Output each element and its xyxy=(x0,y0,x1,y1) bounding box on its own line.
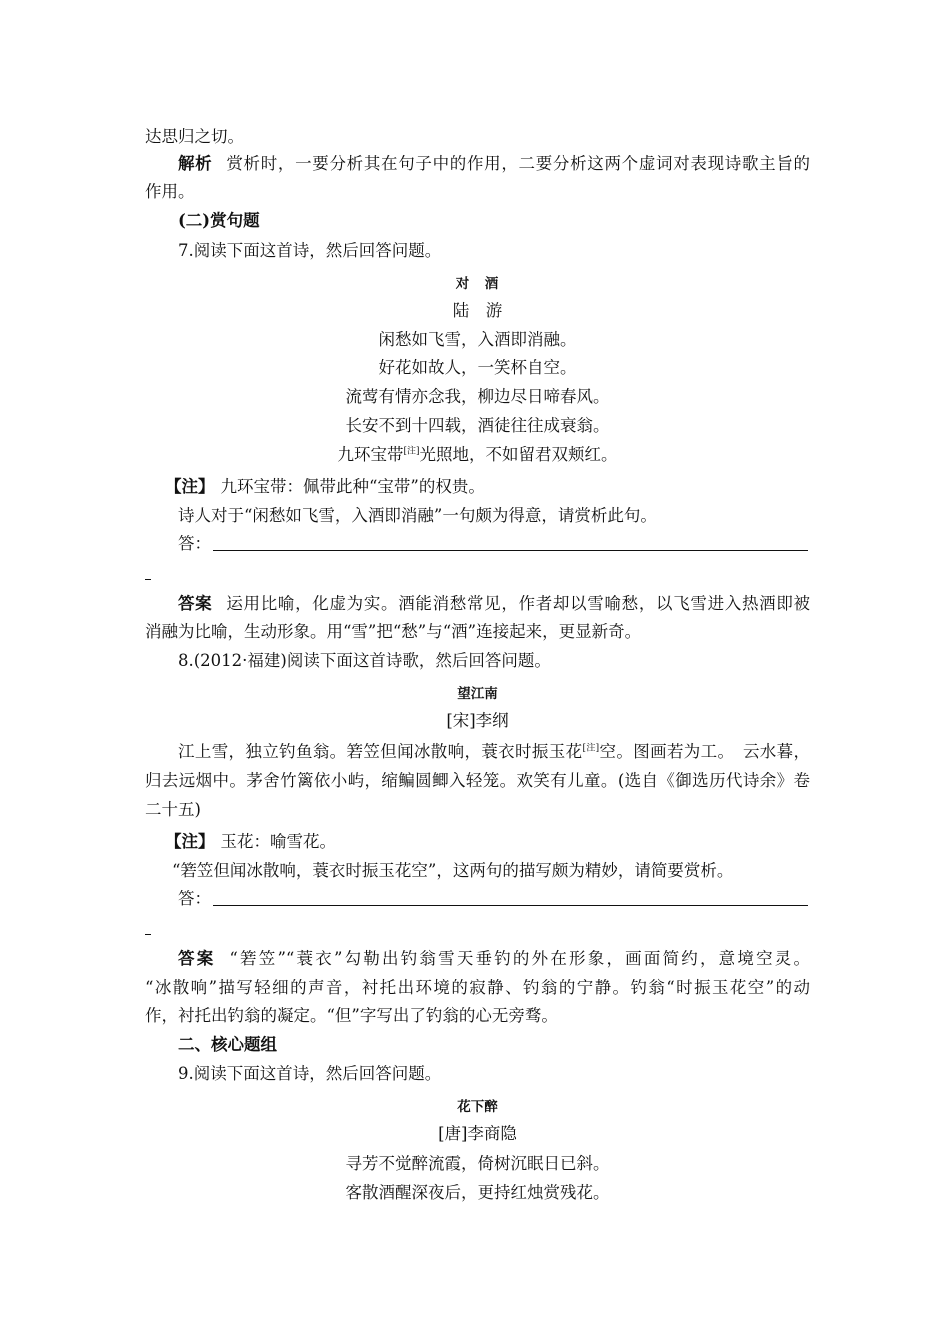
poem-line: 归去远烟中。茅舍竹篱依小屿，缩鳊圆鲫入轻笼。欢笑有儿童。(选自《御选历代诗余》卷 xyxy=(145,771,810,790)
poem-line-part: 江上雪，独立钓鱼翁。箬笠但闻冰散响，蓑衣时振玉花 xyxy=(178,742,583,761)
question-text: “箬笠但闻冰散响，蓑衣时振玉花空”，这两句的描写颇为精妙，请简要赏析。 xyxy=(172,861,734,880)
answer-blank-dash xyxy=(145,934,151,935)
note-line xyxy=(165,831,830,853)
analysis-label: 解析 xyxy=(178,154,213,173)
analysis-line xyxy=(178,153,810,175)
question-7: 7.阅读下面这首诗，然后回答问题。 xyxy=(178,241,442,260)
section-heading: 二、核心题组 xyxy=(178,1035,277,1054)
text-line: 作用。 xyxy=(145,182,195,201)
question-8: 8.(2012·福建)阅读下面这首诗歌，然后回答问题。 xyxy=(178,651,551,670)
question-9: 9.阅读下面这首诗，然后回答问题。 xyxy=(178,1064,442,1083)
poem-line: 客散酒醒深夜后，更持红烛赏残花。 xyxy=(345,1183,610,1202)
poem-line: 好花如故人，一笑杯自空。 xyxy=(378,358,577,377)
text-line: 达思归之切。 xyxy=(145,127,244,146)
answer-line: “冰散响”描写轻细的声音，衬托出环境的寂静、钓翁的宁静。钓翁“时振玉花空”的动 xyxy=(145,978,810,997)
answer-line xyxy=(178,593,810,615)
answer-blank-line[interactable] xyxy=(213,550,808,551)
answer-text: 运用比喻，化虚为实。酒能消愁常见，作者却以雪喻愁，以飞雪进入热酒即被 xyxy=(226,594,811,613)
poem-title: 对 酒 xyxy=(455,276,500,292)
poem-author: [唐]李商隐 xyxy=(438,1124,517,1143)
answer-blank-line[interactable] xyxy=(213,905,808,906)
answer-line xyxy=(178,948,810,970)
section-heading: (二)赏句题 xyxy=(178,211,260,230)
question-text: 诗人对于“闲愁如飞雪，入酒即消融”一句颇为得意，请赏析此句。 xyxy=(178,506,657,525)
note-text: 玉花：喻雪花。 xyxy=(220,832,336,851)
analysis-text: 赏析时，一要分析其在句子中的作用，二要分析这两个虚词对表现诗歌主旨的 xyxy=(226,154,811,173)
poem-title: 望江南 xyxy=(457,686,498,702)
answer-prefix: 答： xyxy=(178,889,211,908)
note-label: 【注】 xyxy=(165,477,215,496)
answer-text: “箬笠”“蓑衣”勾勒出钓翁雪天垂钓的外在形象，画面简约，意境空灵。 xyxy=(229,949,811,968)
answer-blank-dash xyxy=(145,579,151,580)
poem-line-part: 九环宝带 xyxy=(337,445,404,464)
poem-line: 二十五) xyxy=(145,800,201,819)
poem-line xyxy=(178,741,810,763)
poem-title: 花下醉 xyxy=(457,1099,498,1115)
poem-line: 长安不到十四载，酒徒往往成衰翁。 xyxy=(345,416,610,435)
poem-line: 闲愁如飞雪，入酒即消融。 xyxy=(378,330,577,349)
answer-line: 消融为比喻，生动形象。用“雪”把“愁”与“酒”连接起来，更显新奇。 xyxy=(145,622,642,641)
note-marker: [注] xyxy=(403,446,420,457)
poem-line xyxy=(145,444,810,466)
poem-line-part: 空。图画若为工。 云水暮， xyxy=(599,742,811,761)
poem-author: [宋]李纲 xyxy=(446,711,509,730)
answer-prefix: 答： xyxy=(178,534,211,553)
poem-line: 流莺有情亦念我，柳边尽日啼春风。 xyxy=(345,387,610,406)
answer-label: 答案 xyxy=(178,594,213,613)
note-line xyxy=(165,476,830,498)
poem-author: 陆 游 xyxy=(452,301,503,320)
note-text: 九环宝带：佩带此种“宝带”的权贵。 xyxy=(220,477,485,496)
note-marker: [注] xyxy=(582,743,600,754)
poem-line: 寻芳不觉醉流霞，倚树沉眠日已斜。 xyxy=(345,1154,610,1173)
answer-label: 答案 xyxy=(178,949,216,968)
answer-line: 作，衬托出钓翁的凝定。“但”字写出了钓翁的心无旁骛。 xyxy=(145,1006,558,1025)
note-label: 【注】 xyxy=(165,832,215,851)
poem-line-part: 光照地，不如留君双颊红。 xyxy=(419,445,618,464)
